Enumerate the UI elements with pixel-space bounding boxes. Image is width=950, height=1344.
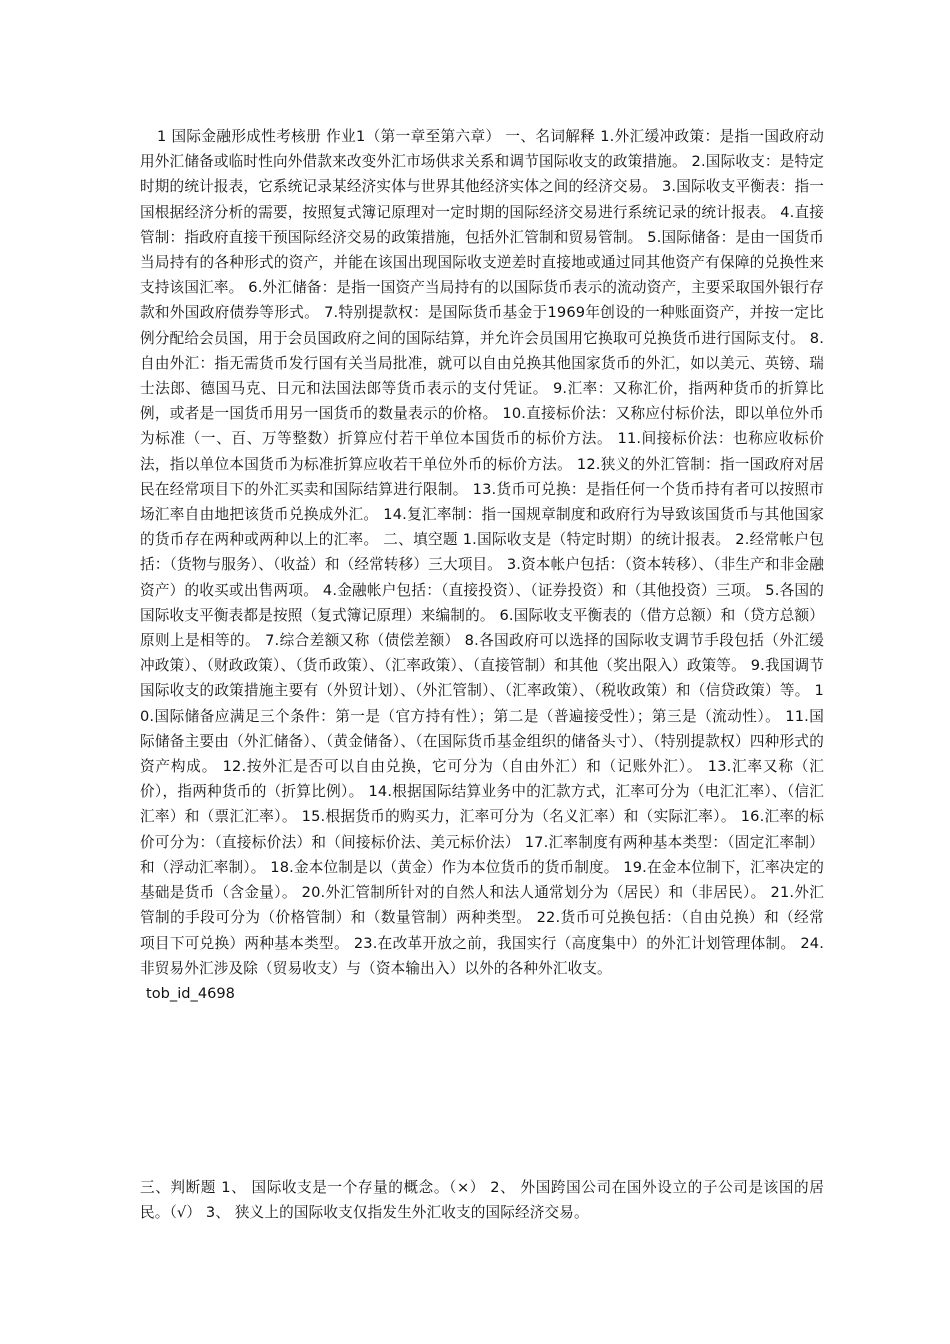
document-id-tag: tob_id_4698: [146, 984, 235, 1002]
main-paragraph: 1 国际金融形成性考核册 作业1（第一章至第六章） 一、名词解释 1.外汇缓冲政策：是指一国政府动用外汇储备或临时性向外借款来改变外汇市场供求关系和调节国际收支的政策措施。 2.国际收支：是特定时期的统计报表，它系统记录某经济实体与世界其他经济实体之间的经济交易。 3.国际收支平衡表：指一国根据经济分析的需要，按照复式簿记原理对一定时期的国际经济交易进行系统记录的统计报表。 4.直接管制：指政府直接干预国际经济交易的政策措施，包括外汇管制和贸易管制。 5.国际储备：是由一国货币当局持有的各种形式的资产，并能在该国出现国际收支逆差时直接地或通过同其他资产有保障的兑换性来支持该国汇率。 6.外汇储备：是指一国资产当局持有的以国际货币表示的流动资产，主要采取国外银行存款和外国政府债券等形式。 7.特别提款权：是国际货币基金于1969年创设的一种账面资产，并按一定比例分配给会员国，用于会员国政府之间的国际结算，并允许会员国用它换取可兑换货币进行国际支付。 8.自由外汇：指无需货币发行国有关当局批准，就可以自由兑换其他国家货币的外汇，如以美元、英镑、瑞士法郎、德国马克、日元和法国法郎等货币表示的支付凭证。 9.汇率：又称汇价，指两种货币的折算比例，或者是一国货币用另一国货币的数量表示的价格。 10.直接标价法：又称应付标价法，即以单位外币为标准（一、百、万等整数）折算应付若干单位本国货币的标价方法。 11.间接标价法：也称应收标价法，指以单位本国货币为标准折算应收若干单位外币的标价方法。 12.狭义的外汇管制：指一国政府对居民在经常项目下的外汇买卖和国际结算进行限制。 13.货币可兑换：是指任何一个货币持有者可以按照市场汇率自由地把该货币兑换成外汇。 14.复汇率制：指一国规章制度和政府行为导致该国货币与其他国家的货币存在两种或两种以上的汇率。 二、填空题 1.国际收支是（特定时期）的统计报表。 2.经常帐户包括：（货物与服务）、（收益）和（经常转移）三大项目。 3.资本帐户包括：（资本转移）、（非生产和非金融资产）的收买或出售两项。 4.金融帐户包括：（直接投资）、（证券投资）和（其他投资）三项。 5.各国的国际收支平衡表都是按照（复式簿记原理）来编制的。 6.国际收支平衡表的（借方总额）和（贷方总额）原则上是相等的。 7.综合差额又称（债偿差额） 8.各国政府可以选择的国际收支调节手段包括（外汇缓冲政策）、（财政政策）、（货币政策）、（汇率政策）、（直接管制）和其他（奖出限入）政策等。 9.我国调节国际收支的政策措施主要有（外贸计划）、（外汇管制）、（汇率政策）、（税收政策）和（信贷政策）等。 10.国际储备应满足三个条件：第一是（官方持有性）；第二是（普遍接受性）；第三是（流动性）。 11.国际储备主要由（外汇储备）、（黄金储备）、（在国际货币基金组织的储备头寸）、（特别提款权）四种形式的资产构成。 12.按外汇是否可以自由兑换，它可分为（自由外汇）和（记账外汇）。 13.汇率又称（汇价），指两种货币的（折算比例）。 14.根据国际结算业务中的汇款方式，汇率可分为（电汇汇率）、（信汇汇率）和（票汇汇率）。 15.根据货币的购买力，汇率可分为（名义汇率）和（实际汇率）。 16.汇率的标价可分为：（直接标价法）和（间接标价法、美元标价法） 17.汇率制度有两种基本类型：（固定汇率制）和（浮动汇率制）。 18.金本位制是以（黄金）作为本位货币的货币制度。 19.在金本位制下，汇率决定的基础是货币（含金量）。 20.外汇管制所针对的自然人和法人通常划分为（居民）和（非居民）。 21.外汇管制的手段可分为（价格管制）和（数量管制）两种类型。 22.货币可兑换包括：（自由兑换）和（经常项目下可兑换）两种基本类型。 23.在改革开放之前，我国实行（高度集中）的外汇计划管理体制。 24.非贸易外汇涉及除（贸易收支）与（资本输出入）以外的各种外汇收支。: [140, 128, 824, 977]
judgment-section: [140, 1175, 824, 1225]
judgment-paragraph: 三、判断题 1、 国际收支是一个存量的概念。（×） 2、 外国跨国公司在国外设立的子公司是该国的居民。（√） 3、 狭义上的国际收支仅指发生外汇收支的国际经济交易。: [140, 1179, 824, 1222]
document-body: [140, 124, 824, 1006]
